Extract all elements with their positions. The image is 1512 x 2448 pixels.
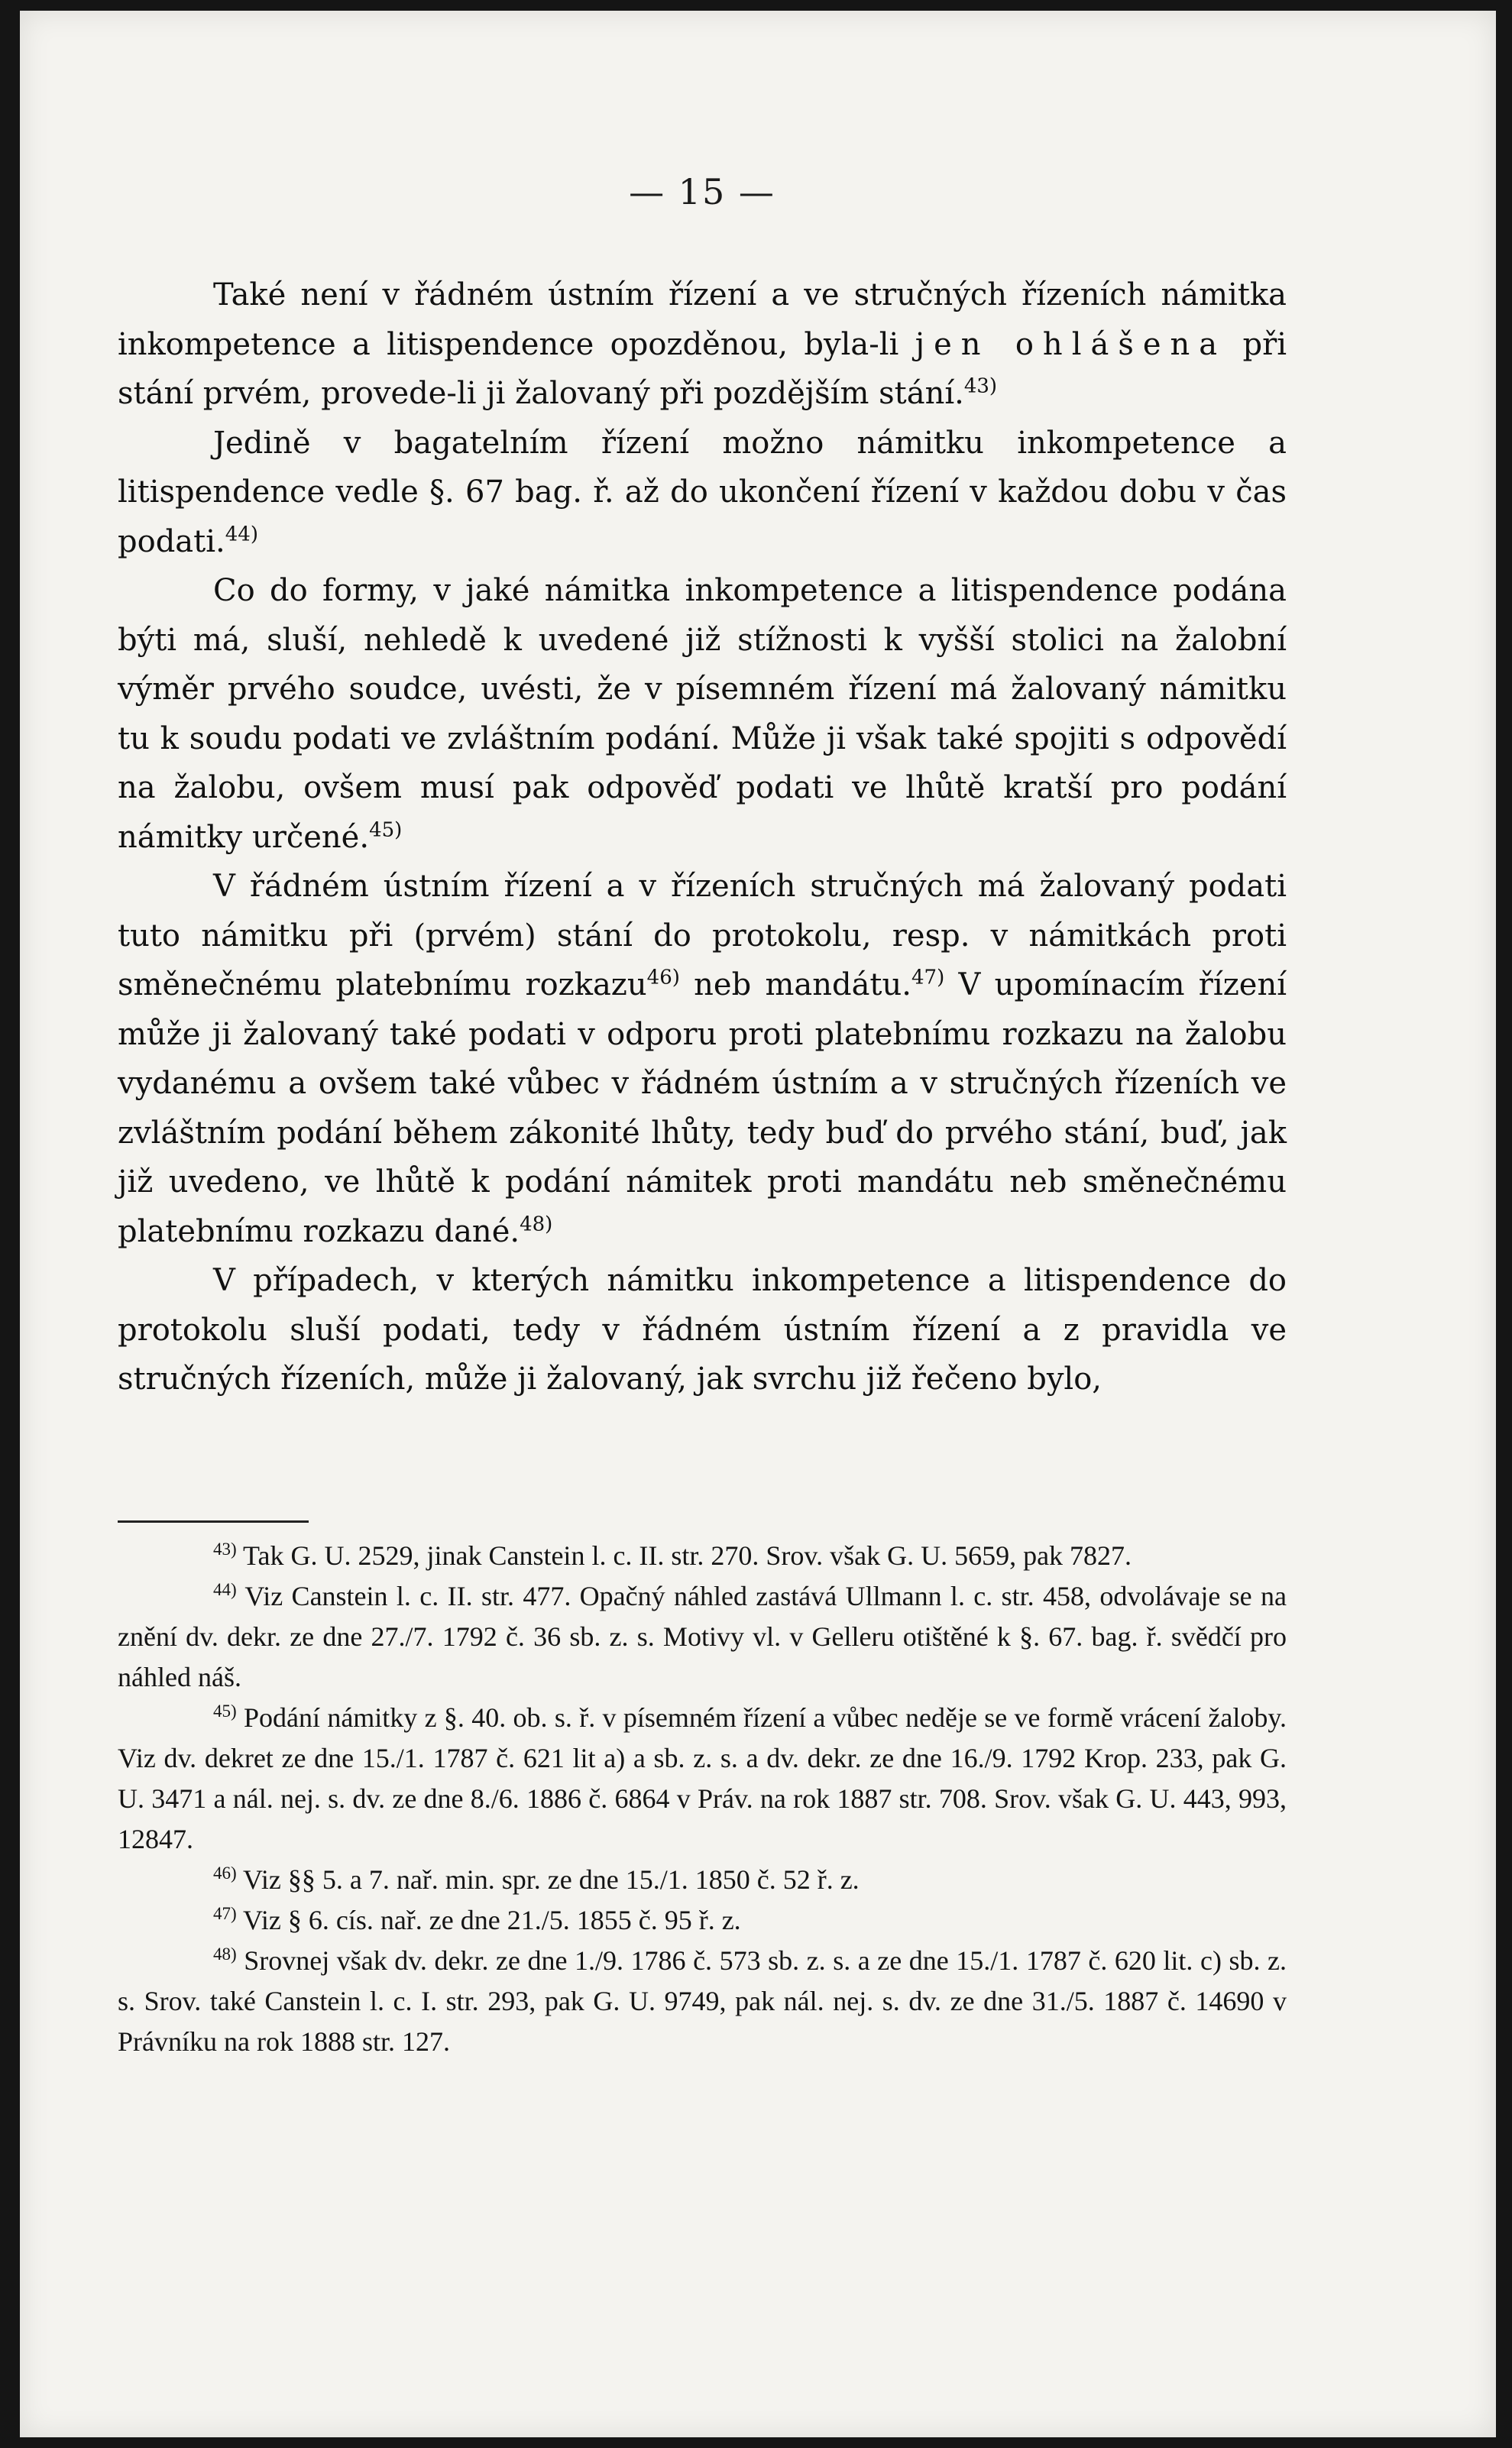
footnote-text: Viz Canstein l. c. II. str. 477. Opačný náhled zastává Ullmann l. c. str. 458, odvolávaje se na znění dv. dekr. ze dne 27./7. 1792 č. 36 sb. z. s. Motivy vl. v Gelleru otištěné k §. 67. bag. ř. svědčí pro náhled náš. <box>118 1581 1287 1692</box>
footnote <box>118 1536 1287 1576</box>
footnote-reference: 44) <box>225 523 258 546</box>
footnote <box>118 1900 1287 1941</box>
footnote-mark: 48) <box>213 1944 237 1964</box>
text-run: neb mandátu. <box>679 967 911 1002</box>
footnote-mark: 47) <box>213 1904 237 1923</box>
footnote-text: Viz § 6. cís. nař. ze dne 21./5. 1855 č. 95 ř. z. <box>236 1905 741 1935</box>
text-run: Také není v řádném ústním řízení a ve stručných řízeních námitka inkompetence a litispendence opozděnou, byla-li <box>118 277 1287 362</box>
footnote-reference: 46) <box>646 966 680 989</box>
footnote <box>118 1941 1287 2062</box>
footnote-reference: 48) <box>520 1213 553 1236</box>
footnote-mark: 46) <box>213 1864 237 1883</box>
text-run: Jedině v bagatelním řízení možno námitku inkompetence a litispendence vedle §. 67 bag. ř. až do ukončení řízení v každou dobu v čas podati. <box>118 425 1287 559</box>
footnote-reference: 47) <box>911 966 945 989</box>
main-text <box>118 270 1287 1404</box>
footnote <box>118 1860 1287 1900</box>
footnote-reference: 45) <box>369 818 403 842</box>
paragraph <box>118 270 1287 419</box>
paragraph <box>118 419 1287 567</box>
footnote-text: Srovnej však dv. dekr. ze dne 1./9. 1786 č. 573 sb. z. s. a ze dne 15./1. 1787 č. 620 lit. c) sb. z. s. Srov. také Canstein l. c. I. str. 293, pak G. U. 9749, pak nál. nej. s. dv. ze dne 31./5. 1887 č. 14690 v Právníku na rok 1888 str. 127. <box>118 1945 1287 2057</box>
text-run: V upomínacím řízení může ji žalovaný také podati v odporu proti platebnímu rozkazu na žalobu vydanému a ovšem také vůbec v řádném ústním a v stručných řízeních ve zvláštním podání během zákonité lhůty, tedy buď do prvého stání, buď, jak již uvedeno, ve lhůtě k podání námitek proti mandátu neb směnečnému platebnímu rozkazu dané. <box>118 967 1287 1249</box>
footnote-mark: 43) <box>213 1540 237 1559</box>
paragraph <box>118 566 1287 862</box>
text-run: V případech, v kterých námitku inkompetence a litispendence do protokolu sluší podati, tedy v řádném ústním řízení a z pravidla ve stručných řízeních, může ji žalovaný, jak svrchu již řečeno bylo, <box>118 1263 1287 1397</box>
footnotes <box>118 1536 1287 2062</box>
footnote-separator <box>118 1520 309 1523</box>
emphasized-text: jen ohlášena <box>915 326 1227 362</box>
footnote-mark: 45) <box>213 1702 237 1721</box>
text-run: Co do formy, v jaké námitka inkompetence a litispendence podána býti má, sluší, nehledě k uvedené již stížnosti k vyšší stolici na žalobní výměr prvého soudce, uvésti, že v písemném řízení má žalovaný námitku tu k soudu podati ve zvláštním podání. Může ji však také spojiti s odpovědí na žalobu, ovšem musí pak odpověď podati ve lhůtě kratší pro podání námitky určené. <box>118 573 1287 855</box>
paragraph <box>118 1256 1287 1404</box>
footnote-text: Viz §§ 5. a 7. nař. min. spr. ze dne 15./1. 1850 č. 52 ř. z. <box>236 1864 860 1895</box>
footnote <box>118 1698 1287 1860</box>
footnote-mark: 44) <box>213 1580 237 1599</box>
footnote-text: Podání námitky z §. 40. ob. s. ř. v písemném řízení a vůbec neděje se ve formě vrácení žaloby. Viz dv. dekret ze dne 15./1. 1787 č. 621 lit a) a sb. z. s. a dv. dekr. ze dne 16./9. 1792 Krop. 233, pak G. U. 3471 a nál. nej. s. dv. ze dne 8./6. 1886 č. 6864 v Práv. na rok 1887 str. 708. Srov. však G. U. 443, 993, 12847. <box>118 1702 1287 1854</box>
text-run: při stání prvém, provede-li ji žalovaný při pozdějším stání. <box>118 326 1287 411</box>
footnote <box>118 1576 1287 1698</box>
text-run: V řádném ústním řízení a v řízeních stručných má žalovaný podati tuto námitku při (prvém) stání do protokolu, resp. v námitkách proti směnečnému platebnímu rozkazu <box>118 869 1287 1002</box>
footnote-text: Tak G. U. 2529, jinak Canstein l. c. II. str. 270. Srov. však G. U. 5659, pak 7827. <box>236 1540 1132 1571</box>
book-page <box>20 11 1496 2437</box>
footnote-reference: 43) <box>963 374 998 398</box>
page-number: — 15 — <box>629 171 775 212</box>
paragraph <box>118 862 1287 1256</box>
page-content <box>118 11 1287 2437</box>
